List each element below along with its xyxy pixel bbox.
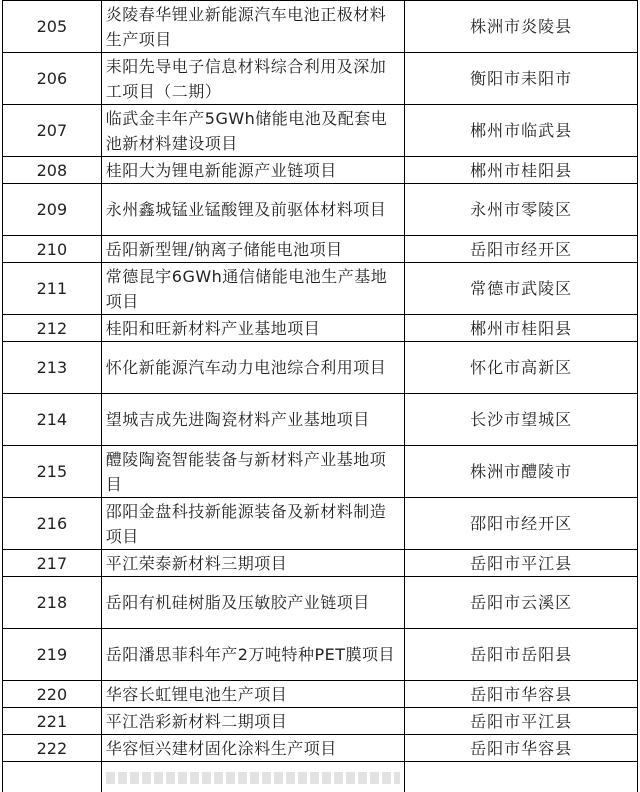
project-location: 岳阳市云溪区 — [405, 577, 638, 629]
row-number: 216 — [3, 498, 102, 550]
project-name: 耒阳先导电子信息材料综合利用及深加工项目（二期） — [101, 53, 404, 105]
project-name: 邵阳金盘科技新能源装备及新材料制造项目 — [101, 498, 404, 550]
clipped-cell — [405, 762, 638, 792]
table-row — [3, 394, 638, 446]
project-location: 株洲市炎陵县 — [405, 1, 638, 53]
project-location: 衡阳市耒阳市 — [405, 53, 638, 105]
row-number: 214 — [3, 394, 102, 446]
row-number: 208 — [3, 157, 102, 184]
project-location: 郴州市临武县 — [405, 105, 638, 157]
table-row — [3, 263, 638, 315]
clipped-cell — [3, 762, 102, 792]
project-location: 岳阳市华容县 — [405, 681, 638, 708]
row-number: 209 — [3, 184, 102, 236]
project-name: 怀化新能源汽车动力电池综合利用项目 — [101, 342, 404, 394]
table-row — [3, 446, 638, 498]
row-number: 218 — [3, 577, 102, 629]
clipped-cell — [101, 762, 404, 792]
project-location: 岳阳市华容县 — [405, 735, 638, 762]
project-name: 华容长虹锂电池生产项目 — [101, 681, 404, 708]
table-row — [3, 708, 638, 735]
table-row — [3, 315, 638, 342]
project-name: 炎陵春华锂业新能源汽车电池正极材料生产项目 — [101, 1, 404, 53]
project-location: 怀化市高新区 — [405, 342, 638, 394]
row-number: 217 — [3, 550, 102, 577]
project-location: 郴州市桂阳县 — [405, 157, 638, 184]
row-number: 213 — [3, 342, 102, 394]
project-name: 桂阳和旺新材料产业基地项目 — [101, 315, 404, 342]
table-row — [3, 236, 638, 263]
project-name: 永州鑫城锰业锰酸锂及前驱体材料项目 — [101, 184, 404, 236]
row-number: 222 — [3, 735, 102, 762]
table-row — [3, 157, 638, 184]
row-number: 215 — [3, 446, 102, 498]
table-row — [3, 498, 638, 550]
row-number: 207 — [3, 105, 102, 157]
project-table-body — [3, 1, 638, 792]
project-name: 华容恒兴建材固化涂料生产项目 — [101, 735, 404, 762]
project-location: 岳阳市平江县 — [405, 550, 638, 577]
table-row — [3, 550, 638, 577]
project-location: 岳阳市经开区 — [405, 236, 638, 263]
project-name: 平江荣泰新材料三期项目 — [101, 550, 404, 577]
table-row — [3, 735, 638, 762]
table-row — [3, 105, 638, 157]
project-name: 醴陵陶瓷智能装备与新材料产业基地项目 — [101, 446, 404, 498]
row-number: 205 — [3, 1, 102, 53]
project-location: 岳阳市平江县 — [405, 708, 638, 735]
project-name: 岳阳潘思菲科年产2万吨特种PET膜项目 — [101, 629, 404, 681]
table-row — [3, 577, 638, 629]
row-number: 206 — [3, 53, 102, 105]
row-number: 211 — [3, 263, 102, 315]
project-location: 常德市武陵区 — [405, 263, 638, 315]
row-number: 220 — [3, 681, 102, 708]
project-name: 平江浩彩新材料二期项目 — [101, 708, 404, 735]
project-location: 邵阳市经开区 — [405, 498, 638, 550]
row-number: 212 — [3, 315, 102, 342]
project-table — [2, 0, 638, 792]
project-name: 常德昆宇6GWh通信储能电池生产基地项目 — [101, 263, 404, 315]
table-row — [3, 184, 638, 236]
project-name: 岳阳新型锂/钠离子储能电池项目 — [101, 236, 404, 263]
table-row — [3, 681, 638, 708]
row-number: 210 — [3, 236, 102, 263]
table-row — [3, 1, 638, 53]
project-location: 郴州市桂阳县 — [405, 315, 638, 342]
project-location: 岳阳市岳阳县 — [405, 629, 638, 681]
project-name: 望城吉成先进陶瓷材料产业基地项目 — [101, 394, 404, 446]
table-row — [3, 342, 638, 394]
project-location: 株洲市醴陵市 — [405, 446, 638, 498]
table-row — [3, 53, 638, 105]
row-number: 221 — [3, 708, 102, 735]
project-name: 临武金丰年产5GWh储能电池及配套电池新材料建设项目 — [101, 105, 404, 157]
project-location: 长沙市望城区 — [405, 394, 638, 446]
project-location: 永州市零陵区 — [405, 184, 638, 236]
project-name: 岳阳有机硅树脂及压敏胶产业链项目 — [101, 577, 404, 629]
row-number: 219 — [3, 629, 102, 681]
table-row-clipped — [3, 762, 638, 792]
table-row — [3, 629, 638, 681]
project-name: 桂阳大为锂电新能源产业链项目 — [101, 157, 404, 184]
